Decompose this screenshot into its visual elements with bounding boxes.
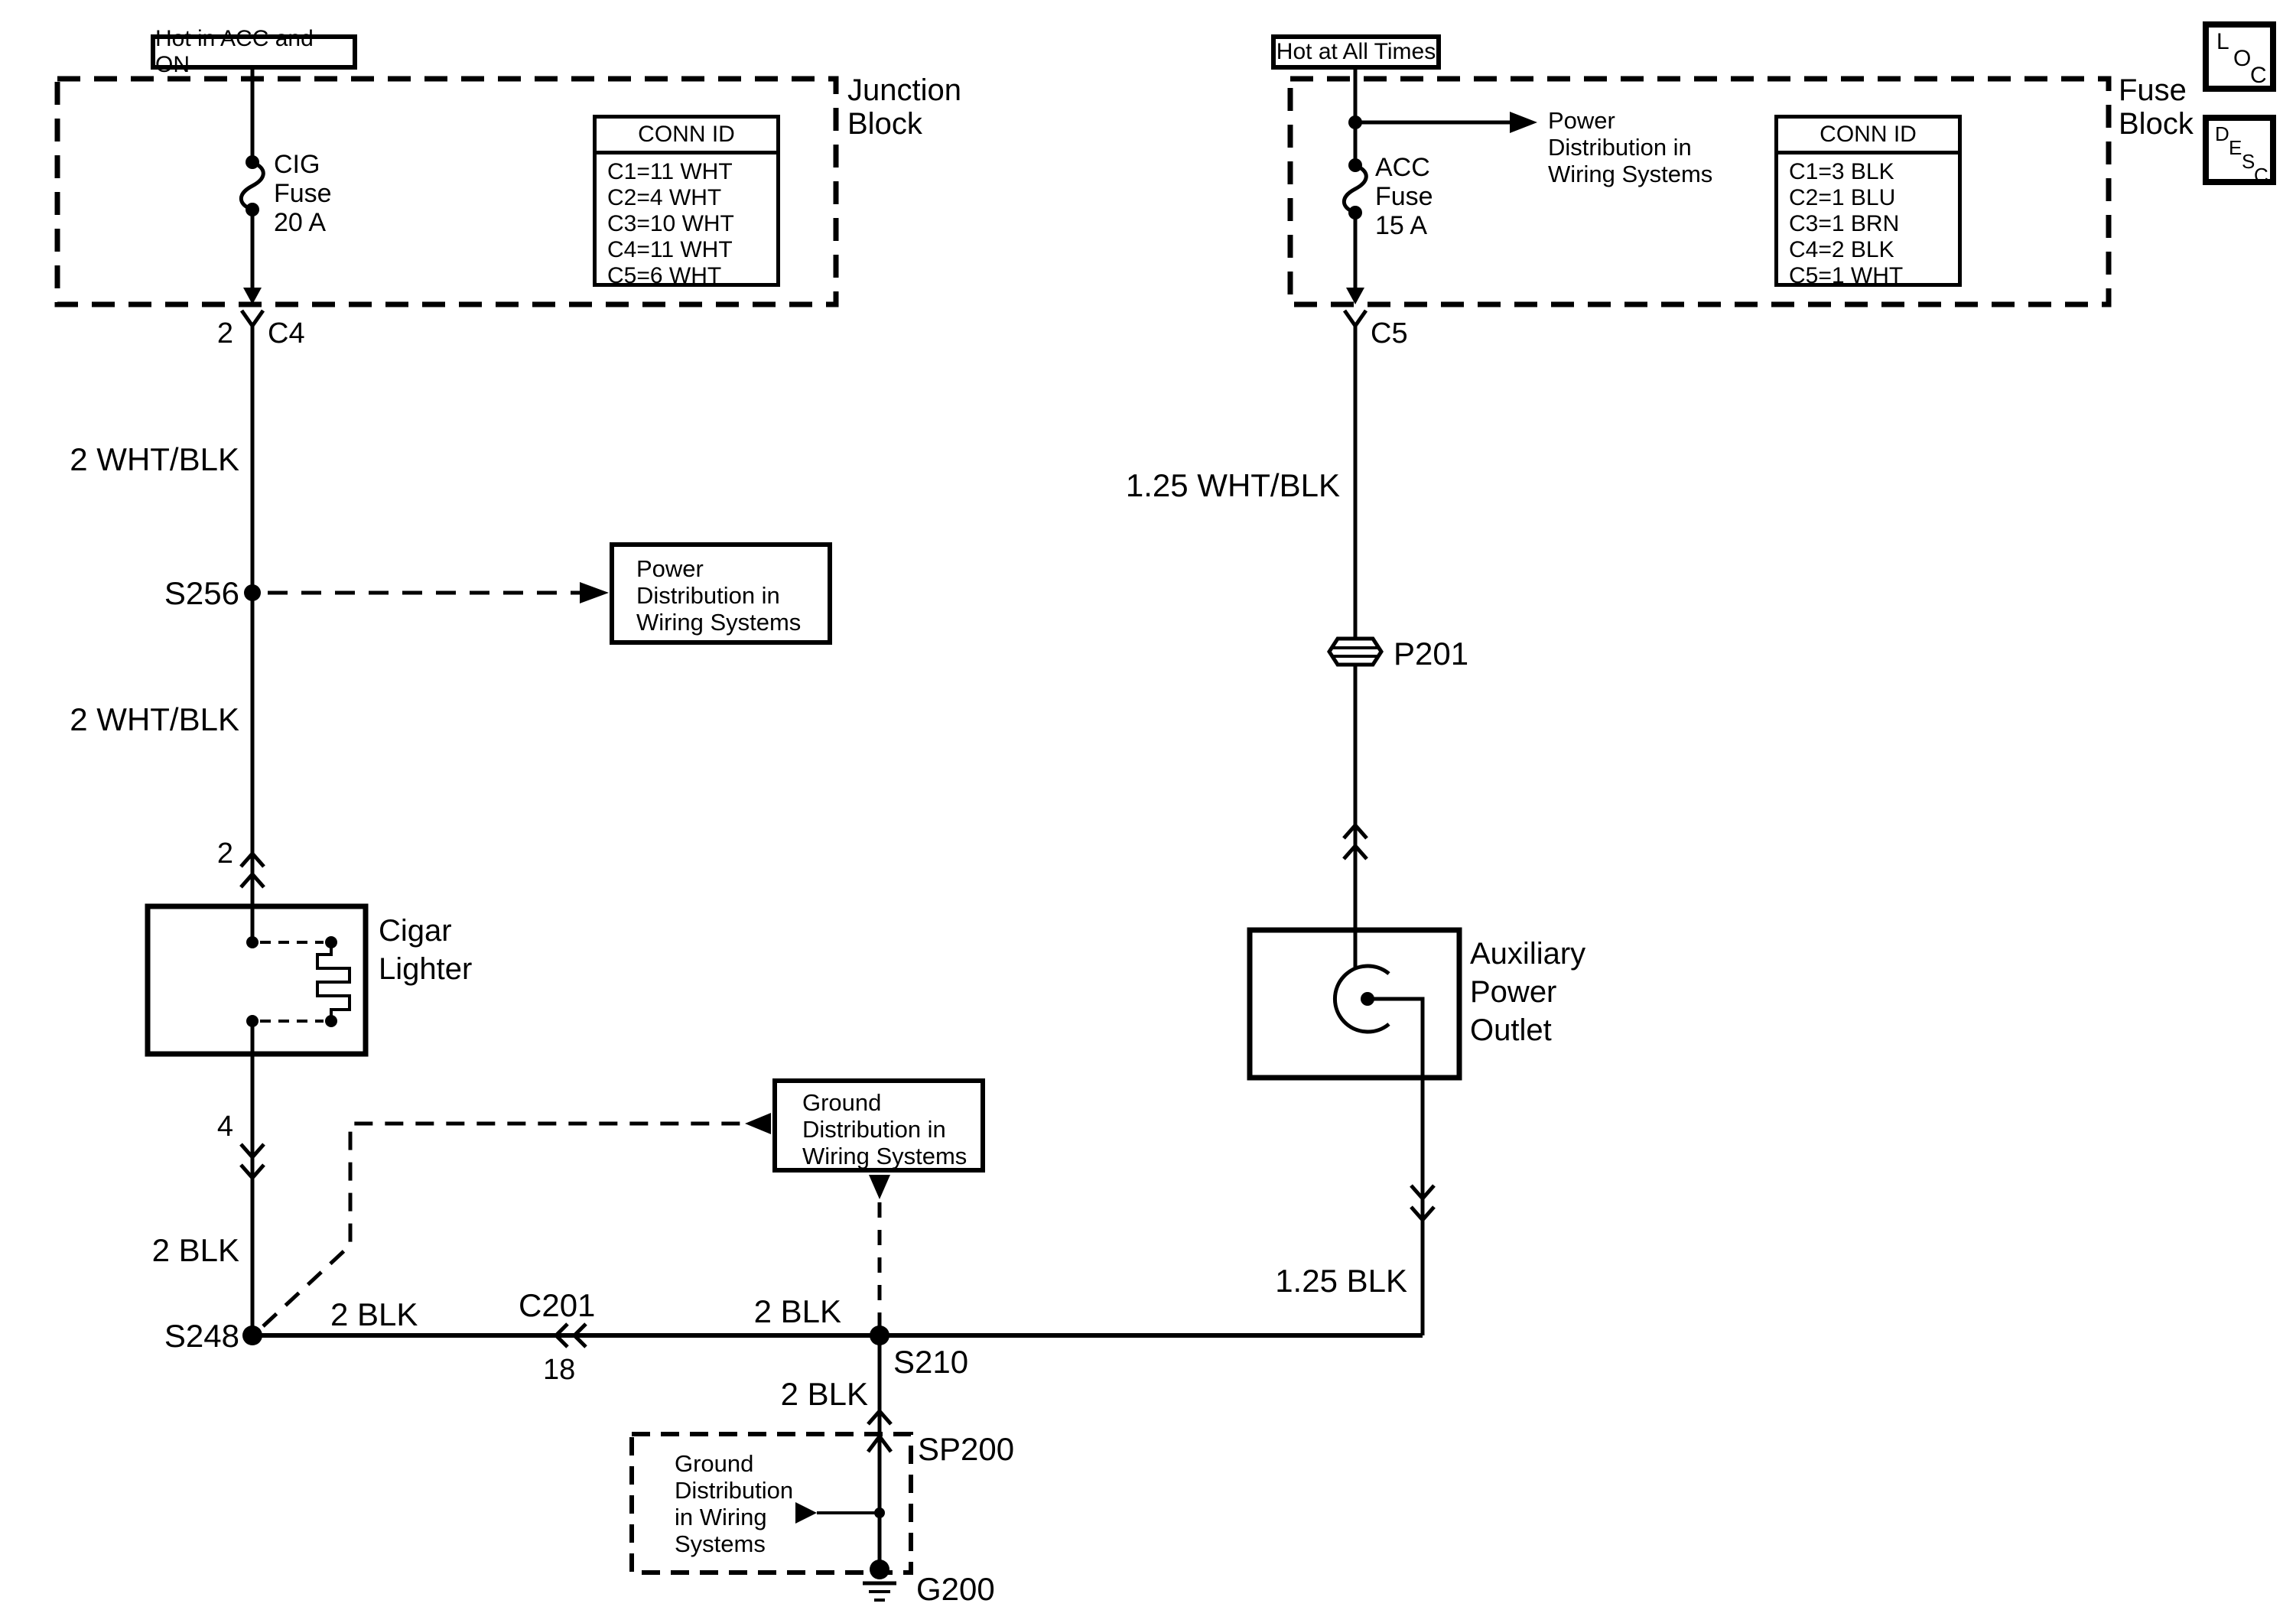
c4-connector-label: C4	[268, 317, 305, 350]
cigar-lighter-feed-terminal-icon	[246, 936, 259, 948]
hot-at-all-times-label: Hot at All Times	[1276, 39, 1436, 64]
conn-id-row: C5=1 WHT	[1789, 263, 1904, 288]
loc-letter: C	[2250, 63, 2267, 88]
c5-connector-label: C5	[1371, 317, 1408, 350]
c4-pin-label: 2	[216, 317, 233, 350]
conn-id-header: CONN ID	[1778, 119, 1958, 154]
splice-s256-label: S256	[164, 575, 239, 611]
ground-g200-label: G200	[916, 1571, 995, 1607]
cigar-pin-in-label: 2	[216, 838, 233, 870]
heater-element-icon	[317, 948, 350, 1016]
conn-id-row: C2=4 WHT	[607, 185, 722, 210]
conn-id-row: C3=10 WHT	[607, 211, 734, 236]
conn-id-row: C3=1 BRN	[1789, 211, 1900, 236]
grommet-p201-icon	[1329, 639, 1381, 665]
arrowhead-left-ground-dist-icon	[745, 1113, 771, 1134]
cigar-pin-out-label: 4	[216, 1111, 233, 1143]
conn-id-table-fuse-block	[1774, 115, 1962, 287]
acc-fuse-label: ACC Fuse 15 A	[1375, 153, 1433, 240]
power-dist-ref-label-left: Power Distribution in Wiring Systems	[636, 555, 802, 636]
desc-tag-box	[2203, 115, 2276, 185]
wire-label-2-blk-left: 2 BLK	[151, 1232, 239, 1268]
conn-id-row: C5=6 WHT	[607, 263, 722, 288]
desc-letter: C	[2254, 164, 2268, 187]
junction-block-label: Junction Block	[847, 73, 961, 141]
hot-at-all-times-banner	[1271, 34, 1441, 70]
cig-fuse-label: CIG Fuse 20 A	[274, 150, 332, 237]
hot-in-acc-label: Hot in ACC and ON	[155, 26, 314, 77]
ground-g200-dot-icon	[870, 1560, 889, 1579]
hot-in-acc-banner	[151, 26, 357, 77]
acc-fuse-element-icon	[1344, 165, 1366, 213]
arrowhead-right-power-dist-branch-icon	[1510, 112, 1537, 133]
heater-element-bottom-terminal-icon	[325, 1015, 337, 1027]
wire-label-2-wht-blk-2: 2 WHT/BLK	[70, 701, 239, 737]
splice-s256-icon	[244, 584, 261, 601]
arrowhead-down-from-ground-ref-icon	[869, 1175, 890, 1199]
loc-tag-box	[2203, 21, 2276, 92]
cigar-lighter-label: Cigar Lighter	[379, 914, 473, 986]
fuse-block-label: Fuse Block	[2119, 73, 2194, 141]
cigar-lighter-box	[148, 906, 366, 1054]
bus-wire-label-2-blk-left: 2 BLK	[330, 1296, 418, 1332]
arrowhead-right-bottom-ground-ref-icon	[795, 1502, 817, 1524]
conn-id-rows	[1778, 154, 1958, 289]
splice-s248-label: S248	[164, 1318, 239, 1354]
connector-c201-pin-label: 18	[543, 1354, 576, 1386]
bottom-ground-ref-junction-dot-icon	[874, 1508, 885, 1518]
wire-label-2-blk-down: 2 BLK	[780, 1376, 868, 1412]
aux-power-outlet-label: Auxiliary Power Outlet	[1470, 937, 1586, 1047]
conn-id-row: C1=3 BLK	[1789, 159, 1894, 184]
desc-letter: E	[2229, 136, 2242, 159]
arrowhead-right-power-dist-icon	[580, 582, 609, 603]
conn-id-row: C4=2 BLK	[1789, 237, 1894, 262]
conn-id-row: C2=1 BLU	[1789, 185, 1896, 210]
heater-element-top-terminal-icon	[325, 936, 337, 948]
conn-id-row: C4=11 WHT	[607, 237, 733, 262]
connector-c4-y-icon	[242, 311, 263, 326]
power-dist-branch-label: Power Distribution in Wiring Systems	[1548, 107, 1713, 187]
pass-through-sp200-label: SP200	[918, 1431, 1015, 1467]
wire-label-2-wht-blk-1: 2 WHT/BLK	[70, 441, 239, 477]
desc-letter: S	[2242, 150, 2255, 173]
conn-id-row: C1=11 WHT	[607, 159, 733, 184]
conn-id-table-junction-block	[593, 115, 780, 287]
conn-id-rows	[597, 154, 776, 289]
grommet-p201-label: P201	[1394, 636, 1469, 672]
conn-id-header: CONN ID	[597, 119, 776, 154]
connector-c5-y-icon	[1345, 311, 1366, 326]
splice-s210-label: S210	[893, 1344, 969, 1380]
wire-label-125-wht-blk: 1.25 WHT/BLK	[1125, 467, 1340, 503]
ground-dist-ref-label-bottom: Ground Distribution in Wiring Systems	[675, 1450, 794, 1557]
cig-fuse-element-icon	[241, 162, 263, 210]
desc-letter: D	[2215, 122, 2229, 145]
ground-dist-ref-label-mid: Ground Distribution in Wiring Systems	[802, 1089, 968, 1169]
wire-label-125-blk: 1.25 BLK	[1275, 1263, 1407, 1299]
bus-wire-label-2-blk-right: 2 BLK	[753, 1293, 841, 1329]
connector-c201-label: C201	[519, 1287, 596, 1323]
loc-letter: O	[2233, 46, 2252, 71]
loc-letter: L	[2216, 29, 2229, 54]
